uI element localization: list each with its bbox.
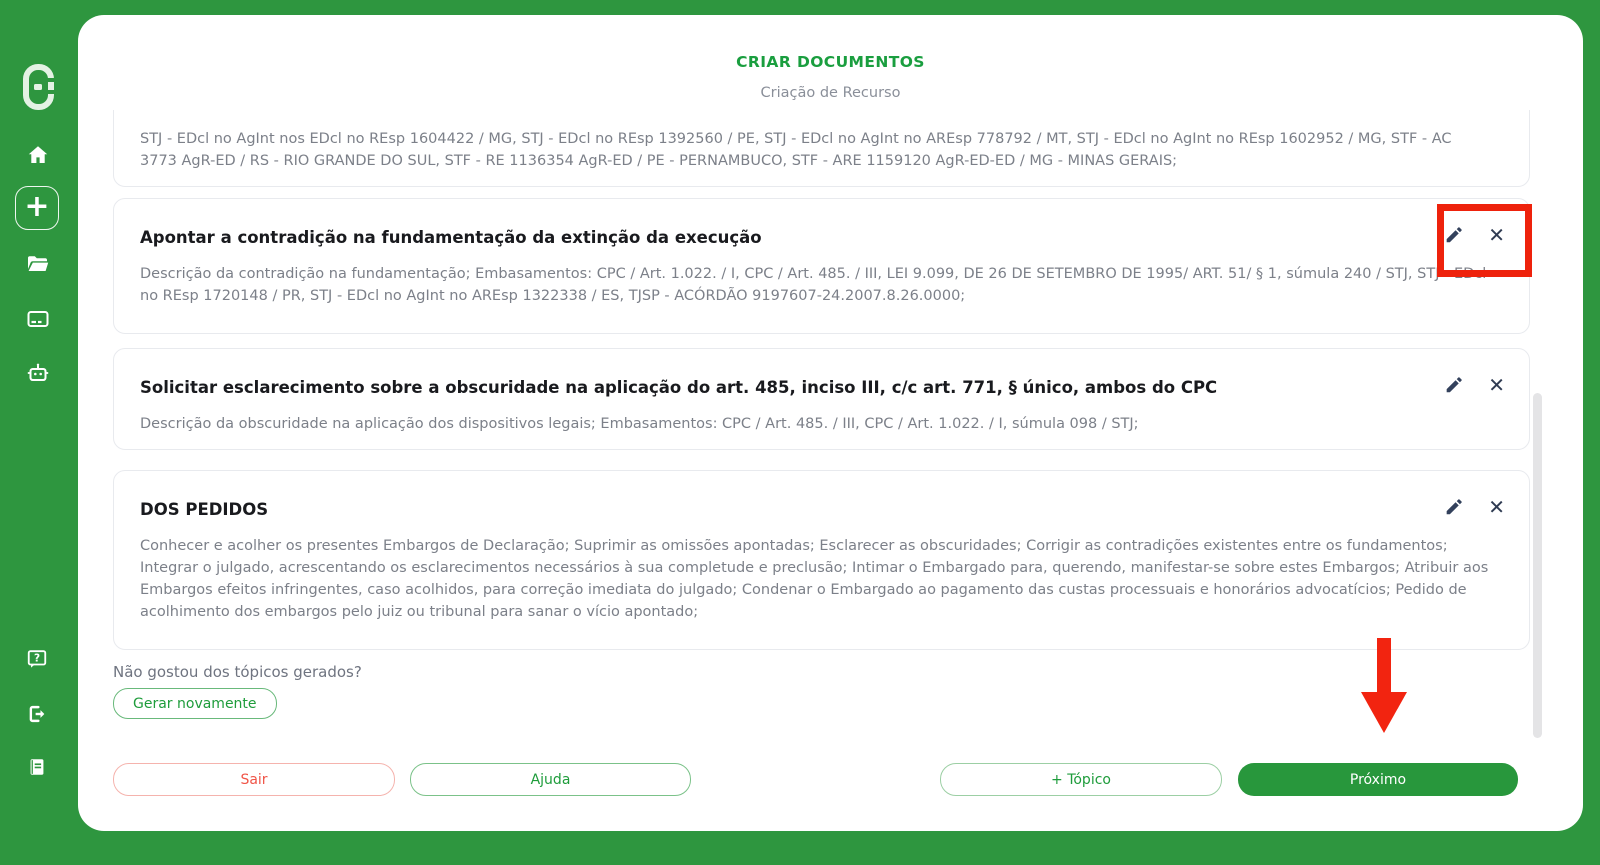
edit-topic-button[interactable]: [1444, 497, 1464, 517]
page-subtitle: Criação de Recurso: [760, 85, 901, 101]
add-topic-button[interactable]: + Tópico: [940, 763, 1222, 796]
app-logo-icon[interactable]: [23, 64, 54, 110]
arrow-head: [1361, 692, 1407, 733]
help-chat-icon[interactable]: [26, 648, 50, 672]
arrow-shaft: [1377, 638, 1391, 694]
regenerate-prompt: Não gostou dos tópicos gerados?: [113, 663, 362, 681]
topic-description: Descrição da contradição na fundamentação; Embasamentos: CPC / Art. 1.022. / I, CPC / Art. 485. / III, LEI 9.099, DE 26 DE SETEMBRO DE 1995/ ART. 51/ § 1, súmula 240 / STJ, STJ - EDcl no REsp 1720148 / PR, STJ - EDcl no AgInt no AREsp 1322338 / ES, TJSP - ACÓRDÃO 9197607-24.2007.8.26.0000;: [140, 266, 1487, 304]
home-icon[interactable]: [26, 143, 50, 167]
billing-card-icon[interactable]: [26, 307, 50, 331]
documents-icon[interactable]: [26, 756, 50, 780]
page-title: CRIAR DOCUMENTOS: [736, 53, 925, 71]
remove-topic-button[interactable]: ✕: [1488, 373, 1505, 397]
logo-notch: [47, 78, 55, 82]
main-panel: [78, 15, 1583, 831]
help-button[interactable]: Ajuda: [410, 763, 691, 796]
scrollbar-thumb[interactable]: [1533, 393, 1542, 738]
plus-icon: +: [24, 188, 50, 224]
logo-notch: [47, 90, 55, 94]
topic-title: DOS PEDIDOS: [140, 500, 269, 519]
sidebar: [0, 0, 78, 865]
folder-icon[interactable]: [26, 252, 50, 276]
topic-card: [113, 198, 1530, 334]
topic-title: Apontar a contradição na fundamentação da extinção da execução: [140, 228, 762, 247]
topic-actions: [1444, 497, 1505, 517]
svg-text:?: ?: [33, 652, 41, 665]
logo-dash: [34, 84, 42, 90]
topic-description: Conhecer e acolher os presentes Embargos de Declaração; Suprimir as omissões apontadas; Esclarecer as obscuridades; Corrigir as contradições existentes entre os fundamentos; Integrar o julgado, acrescentando os esclarecimentos necessários à sua completude e preclusão; Intimar o Embargado para, querendo, manifestar-se sobre estes Embargos; Atribuir aos Embargos efeitos infringentes, caso acolhidos, para correção imediata do julgado; Condenar o Embargado ao pagamento das custas processuais e honorários advocatícios; Pedido de acolhimento dos embargos pelo juiz ou tribunal para sanar o vício apontado;: [140, 538, 1489, 620]
edit-topic-button[interactable]: [1444, 375, 1464, 395]
exit-button[interactable]: Sair: [113, 763, 395, 796]
next-button[interactable]: Próximo: [1238, 763, 1518, 796]
remove-topic-button[interactable]: ✕: [1488, 495, 1505, 519]
topic-title: Solicitar esclarecimento sobre a obscuridade na aplicação do art. 485, inciso III, c/c art. 771, § único, ambos do CPC: [140, 378, 1218, 397]
topic-card: [113, 470, 1530, 650]
regenerate-button[interactable]: Gerar novamente: [113, 688, 277, 719]
logout-icon[interactable]: [26, 703, 50, 727]
topics-list: [113, 110, 1530, 748]
add-document-button[interactable]: [15, 186, 59, 230]
annotation-highlight-box: [1437, 204, 1532, 277]
remove-topic-button[interactable]: ✕: [1488, 223, 1505, 247]
topic-description: Descrição da obscuridade na aplicação dos dispositivos legais; Embasamentos: CPC / Art. 485. / III, CPC / Art. 1.022. / I, súmula 098 / STJ;: [140, 416, 1139, 432]
topic-card: [113, 348, 1530, 450]
assistant-robot-icon[interactable]: [26, 361, 50, 385]
annotation-arrow-down-icon: [1361, 638, 1407, 733]
topic-actions: [1444, 375, 1505, 395]
topic-card: [113, 110, 1530, 187]
topic-description: STJ - EDcl no AgInt nos EDcl no REsp 1604422 / MG, STJ - EDcl no REsp 1392560 / PE, STJ - EDcl no AgInt no AREsp 778792 / MT, STJ - EDcl no AgInt no REsp 1602952 / MG, STF - AC 3773 AgR-ED / RS - RIO GRANDE DO SUL, STF - RE 1136354 AgR-ED / PE - PERNAMBUCO, STF - ARE 1159120 AgR-ED-ED / MG - MINAS GERAIS;: [140, 131, 1452, 169]
